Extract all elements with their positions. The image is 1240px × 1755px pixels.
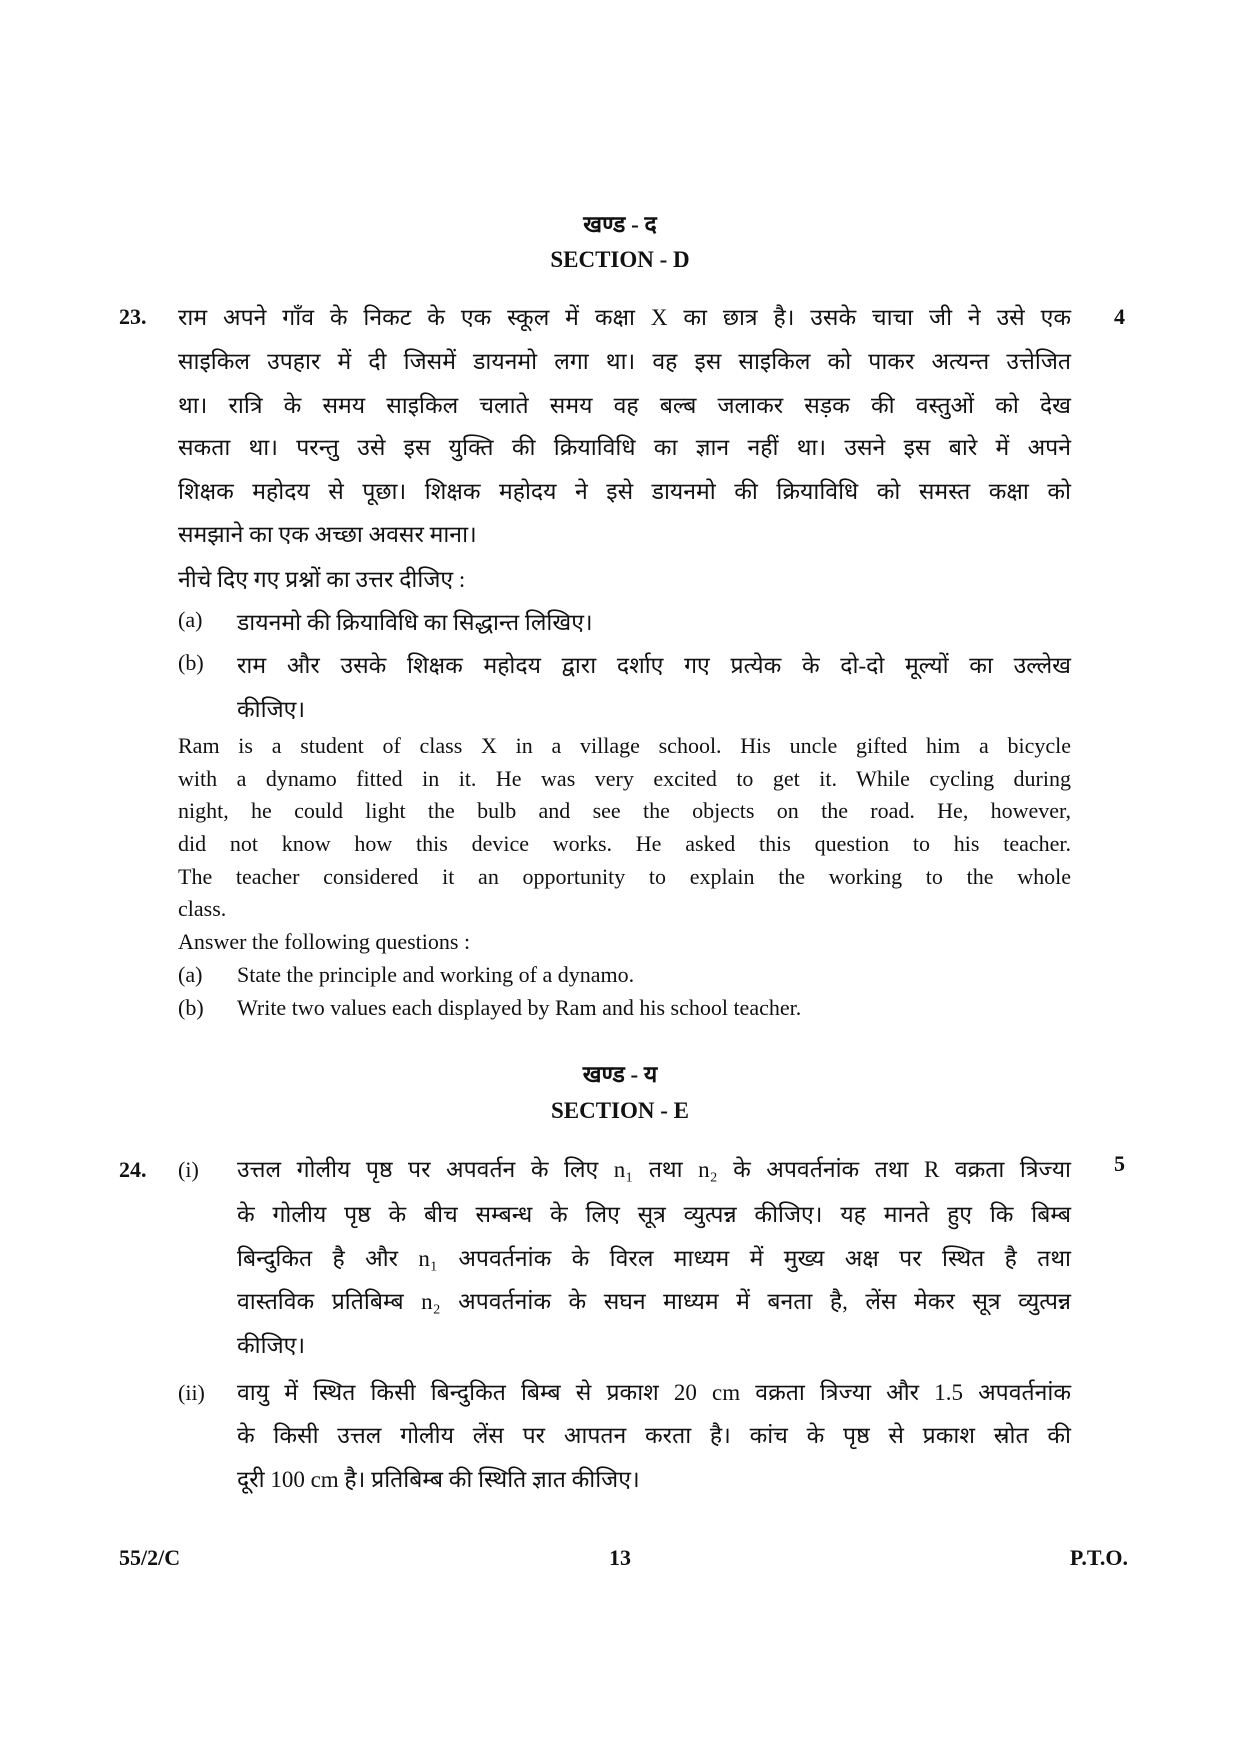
question-23-number: 23. <box>119 304 147 329</box>
q23-english-instruction: Answer the following questions : <box>178 929 471 954</box>
q24-part-ii-line: दूरी 100 cm है। प्रतिबिम्ब की स्थिति ज्ञात कीजिए। <box>237 1467 640 1492</box>
section-d-title: SECTION - D <box>550 247 690 272</box>
q23-english-a: State the principle and working of a dynamo. <box>237 962 635 987</box>
q24-part-i-line: बिन्दुकित है और n₁ अपवर्तनांक के विरल माध्यम में मुख्य अक्ष पर स्थित है तथा <box>237 1246 1071 1271</box>
q24-part-ii-label: (ii) <box>178 1380 205 1405</box>
q24-part-i-line: उत्तल गोलीय पृष्ठ पर अपवर्तन के लिए n₁ तथा n₂ के अपवर्तनांक तथा R वक्रता त्रिज्या <box>237 1157 1071 1182</box>
q23-english-line: night, he could light the bulb and see the objects on the road. He, however, <box>178 798 1071 823</box>
q23-hindi-line: साइकिल उपहार में दी जिसमें डायनमो लगा था। वह इस साइकिल को पाकर अत्यन्त उत्तेजित <box>178 349 1071 374</box>
q23-english-line: The teacher considered it an opportunity to explain the working to the whole <box>178 864 1071 889</box>
question-23-marks: 4 <box>1114 304 1125 329</box>
section-e-title: SECTION - E <box>550 1098 690 1123</box>
section-d-hindi-title: खण्ड - द <box>583 212 657 237</box>
q24-part-i-line: के गोलीय पृष्ठ के बीच सम्बन्ध के लिए सूत्र व्युत्पन्न कीजिए। यह मानते हुए कि बिम्ब <box>237 1202 1071 1227</box>
page-number: 13 <box>609 1545 631 1570</box>
question-24-marks: 5 <box>1114 1151 1125 1176</box>
section-e-hindi-title: खण्ड - य <box>582 1062 658 1087</box>
q24-part-i-line: वास्तविक प्रतिबिम्ब n₂ अपवर्तनांक के सघन माध्यम में बनता है, लेंस मेकर सूत्र व्युत्पन्न <box>237 1289 1071 1314</box>
q24-part-ii-line: के किसी उत्तल गोलीय लेंस पर आपतन करता है। कांच के पृष्ठ से प्रकाश स्रोत की <box>237 1423 1071 1448</box>
q23-hindi-instruction: नीचे दिए गए प्रश्नों का उत्तर दीजिए : <box>178 567 466 592</box>
q23-english-a-label: (a) <box>178 962 203 987</box>
q24-part-ii-line: वायु में स्थित किसी बिन्दुकित बिम्ब से प्रकाश 20 cm वक्रता त्रिज्या और 1.5 अपवर्तनांक <box>237 1380 1071 1405</box>
q23-hindi-a-label: (a) <box>178 607 203 632</box>
q23-hindi-a: डायनमो की क्रियाविधि का सिद्धान्त लिखिए। <box>237 610 593 635</box>
paper-code: 55/2/C <box>119 1545 181 1570</box>
q23-english-line: with a dynamo fitted in it. He was very excited to get it. While cycling during <box>178 766 1071 791</box>
q23-hindi-line: था। रात्रि के समय साइकिल चलाते समय वह बल्ब जलाकर सड़क की वस्तुओं को देख <box>178 393 1071 418</box>
q23-english-line: Ram is a student of class X in a village school. His uncle gifted him a bicycle <box>178 733 1071 758</box>
q23-hindi-line: समझाने का एक अच्छा अवसर माना। <box>178 522 477 547</box>
question-24-number: 24. <box>119 1157 147 1182</box>
q23-hindi-line: राम अपने गाँव के निकट के एक स्कूल में कक्षा X का छात्र है। उसके चाचा जी ने उसे एक <box>178 305 1071 330</box>
q23-hindi-b-line: कीजिए। <box>237 697 306 722</box>
q23-hindi-line: सकता था। परन्तु उसे इस युक्ति की क्रियाविधि का ज्ञान नहीं था। उसने इस बारे में अपने <box>178 435 1071 460</box>
q23-english-b: Write two values each displayed by Ram and his school teacher. <box>237 995 802 1020</box>
q23-english-line: did not know how this device works. He asked this question to his teacher. <box>178 831 1071 856</box>
q23-hindi-line: शिक्षक महोदय से पूछा। शिक्षक महोदय ने इसे डायनमो की क्रियाविधि को समस्त कक्षा को <box>178 479 1071 504</box>
q23-english-line: class. <box>178 896 227 921</box>
please-turn-over: P.T.O. <box>1069 1545 1128 1570</box>
q24-part-i-line: कीजिए। <box>237 1333 306 1358</box>
q23-hindi-b-label: (b) <box>178 650 204 675</box>
q23-hindi-b-line: राम और उसके शिक्षक महोदय द्वारा दर्शाए गए प्रत्येक के दो-दो मूल्यों का उल्लेख <box>237 653 1071 678</box>
q24-part-i-label: (i) <box>178 1157 199 1182</box>
q23-english-b-label: (b) <box>178 995 204 1020</box>
